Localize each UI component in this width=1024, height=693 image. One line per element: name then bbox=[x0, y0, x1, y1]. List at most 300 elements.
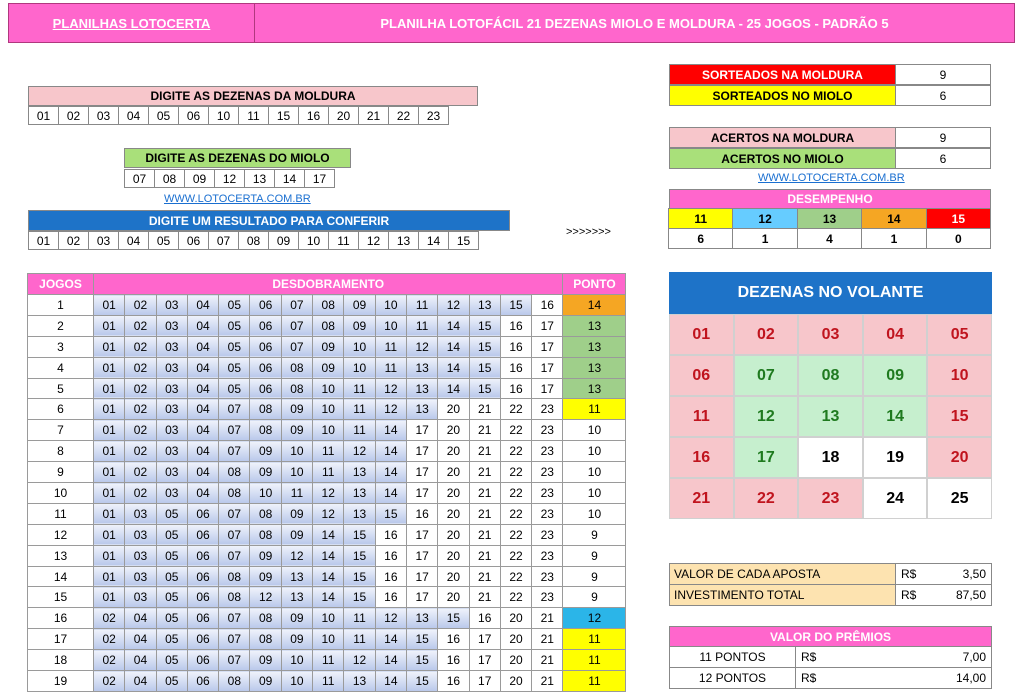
dezena-cell: 03 bbox=[125, 503, 156, 524]
acertos-moldura-label: ACERTOS NA MOLDURA bbox=[669, 127, 896, 148]
desempenho-values bbox=[669, 229, 991, 249]
dezena-cell: 15 bbox=[406, 629, 437, 650]
dezena-cell: 01 bbox=[94, 378, 125, 399]
jogo-number: 13 bbox=[28, 545, 94, 566]
dezena-cell: 16 bbox=[469, 608, 500, 629]
dezena-cell: 08 bbox=[219, 566, 250, 587]
dezena-cell: 04 bbox=[187, 357, 218, 378]
jogo-number: 18 bbox=[28, 650, 94, 671]
volante-cell: 04 bbox=[863, 314, 928, 355]
dezena-cell: 20 bbox=[500, 629, 531, 650]
dezena-cell: 03 bbox=[125, 545, 156, 566]
dezena-cell: 09 bbox=[250, 671, 281, 692]
dezena-cell: 02 bbox=[125, 483, 156, 504]
dezena-cell: 10 bbox=[313, 399, 344, 420]
dezena-cell: 11 bbox=[344, 378, 375, 399]
premio-value[interactable]: 14,00 bbox=[856, 667, 992, 689]
dezena-cell: 11 bbox=[406, 315, 437, 336]
jogo-number: 14 bbox=[28, 566, 94, 587]
volante-cell: 05 bbox=[927, 314, 992, 355]
volante-cell: 12 bbox=[734, 396, 799, 437]
dezena-cell: 09 bbox=[250, 650, 281, 671]
table-row bbox=[28, 608, 626, 629]
moldura-cell[interactable]: 04 bbox=[118, 106, 149, 125]
dezena-cell: 14 bbox=[438, 357, 469, 378]
premios-rows bbox=[669, 647, 992, 689]
dezena-cell: 03 bbox=[156, 462, 187, 483]
resultado-cell[interactable]: 01 bbox=[28, 231, 59, 250]
dezena-cell: 01 bbox=[94, 503, 125, 524]
jogo-number: 8 bbox=[28, 441, 94, 462]
volante-grid bbox=[669, 314, 992, 519]
volante-cell: 24 bbox=[863, 478, 928, 519]
dezena-cell: 08 bbox=[250, 608, 281, 629]
dezena-cell: 16 bbox=[375, 566, 406, 587]
moldura-cell[interactable]: 20 bbox=[328, 106, 359, 125]
moldura-input-row[interactable] bbox=[28, 106, 449, 125]
dezena-cell: 02 bbox=[125, 399, 156, 420]
moldura-cell[interactable]: 03 bbox=[88, 106, 119, 125]
dezena-cell: 01 bbox=[94, 566, 125, 587]
dezena-cell: 10 bbox=[313, 378, 344, 399]
dezena-cell: 16 bbox=[438, 629, 469, 650]
dezena-cell: 23 bbox=[532, 566, 563, 587]
desempenho-value: 1 bbox=[861, 228, 926, 249]
dezena-cell: 07 bbox=[281, 315, 312, 336]
desempenho-labels bbox=[669, 209, 991, 229]
dezena-cell: 08 bbox=[281, 378, 312, 399]
table-row bbox=[28, 545, 626, 566]
jogos-table bbox=[27, 273, 626, 692]
ponto-cell: 13 bbox=[563, 315, 626, 336]
ponto-cell: 10 bbox=[563, 462, 626, 483]
dezena-cell: 06 bbox=[187, 545, 218, 566]
dezena-cell: 15 bbox=[344, 566, 375, 587]
miolo-cell[interactable]: 17 bbox=[304, 169, 335, 188]
desempenho-title: DESEMPENHO bbox=[669, 189, 991, 209]
dezena-cell: 05 bbox=[156, 545, 187, 566]
dezena-cell: 07 bbox=[219, 650, 250, 671]
dezena-cell: 15 bbox=[438, 608, 469, 629]
jogo-number: 4 bbox=[28, 357, 94, 378]
ponto-cell: 9 bbox=[563, 545, 626, 566]
dezena-cell: 02 bbox=[94, 650, 125, 671]
ponto-cell: 11 bbox=[563, 650, 626, 671]
dezena-cell: 06 bbox=[250, 295, 281, 316]
dezena-cell: 14 bbox=[438, 378, 469, 399]
dezena-cell: 20 bbox=[438, 420, 469, 441]
dezena-cell: 21 bbox=[469, 441, 500, 462]
dezena-cell: 15 bbox=[406, 650, 437, 671]
dezena-cell: 08 bbox=[250, 503, 281, 524]
dezena-cell: 16 bbox=[375, 545, 406, 566]
investimento-value: 87,50 bbox=[926, 584, 992, 606]
volante-cell: 13 bbox=[798, 396, 863, 437]
desempenho-value: 0 bbox=[926, 228, 991, 249]
dezena-cell: 10 bbox=[344, 336, 375, 357]
dezena-cell: 16 bbox=[500, 378, 531, 399]
acertos-miolo-value: 6 bbox=[896, 148, 991, 169]
desempenho-label: 13 bbox=[797, 208, 862, 229]
moldura-cell[interactable]: 16 bbox=[298, 106, 329, 125]
moldura-cell[interactable]: 21 bbox=[358, 106, 389, 125]
dezena-cell: 16 bbox=[375, 524, 406, 545]
dezena-cell: 20 bbox=[438, 566, 469, 587]
dezena-cell: 23 bbox=[532, 483, 563, 504]
jogo-number: 10 bbox=[28, 483, 94, 504]
dezena-cell: 14 bbox=[375, 629, 406, 650]
dezena-cell: 09 bbox=[344, 315, 375, 336]
dezena-cell: 06 bbox=[187, 587, 218, 608]
moldura-cell[interactable]: 22 bbox=[388, 106, 419, 125]
col-desdobramento: DESDOBRAMENTO bbox=[94, 274, 563, 295]
dezena-cell: 03 bbox=[156, 441, 187, 462]
moldura-cell[interactable]: 01 bbox=[28, 106, 59, 125]
volante-cell: 01 bbox=[669, 314, 734, 355]
premio-value[interactable]: 7,00 bbox=[856, 646, 992, 668]
dezena-cell: 20 bbox=[500, 650, 531, 671]
dezena-cell: 01 bbox=[94, 524, 125, 545]
dezena-cell: 16 bbox=[375, 587, 406, 608]
dezena-cell: 13 bbox=[406, 378, 437, 399]
dezena-cell: 23 bbox=[532, 524, 563, 545]
table-row bbox=[28, 462, 626, 483]
dezena-cell: 07 bbox=[219, 420, 250, 441]
jogo-number: 1 bbox=[28, 295, 94, 316]
dezena-cell: 01 bbox=[94, 483, 125, 504]
dezena-cell: 05 bbox=[219, 357, 250, 378]
header-link[interactable]: PLANILHAS LOTOCERTA bbox=[9, 4, 255, 42]
dezena-cell: 11 bbox=[313, 650, 344, 671]
col-ponto: PONTO bbox=[563, 274, 626, 295]
dezena-cell: 13 bbox=[281, 587, 312, 608]
ponto-cell: 10 bbox=[563, 441, 626, 462]
dezena-cell: 14 bbox=[375, 483, 406, 504]
dezena-cell: 08 bbox=[219, 587, 250, 608]
miolo-cell[interactable]: 12 bbox=[214, 169, 245, 188]
dezena-cell: 09 bbox=[313, 357, 344, 378]
dezena-cell: 08 bbox=[313, 315, 344, 336]
volante-cell: 02 bbox=[734, 314, 799, 355]
dezena-cell: 09 bbox=[250, 441, 281, 462]
dezena-cell: 02 bbox=[125, 315, 156, 336]
dezena-cell: 08 bbox=[219, 462, 250, 483]
resultado-cell[interactable]: 12 bbox=[358, 231, 389, 250]
dezena-cell: 07 bbox=[219, 524, 250, 545]
moldura-cell[interactable]: 06 bbox=[178, 106, 209, 125]
ponto-cell: 11 bbox=[563, 399, 626, 420]
dezena-cell: 09 bbox=[281, 608, 312, 629]
dezena-cell: 16 bbox=[438, 671, 469, 692]
valor-aposta-currency: R$ bbox=[896, 563, 926, 585]
premio-label: 12 PONTOS bbox=[669, 667, 796, 689]
dezena-cell: 02 bbox=[125, 462, 156, 483]
dezena-cell: 02 bbox=[125, 295, 156, 316]
valor-aposta-row bbox=[669, 564, 992, 585]
miolo-cell[interactable]: 08 bbox=[154, 169, 185, 188]
dezena-cell: 10 bbox=[281, 441, 312, 462]
dezena-cell: 20 bbox=[438, 503, 469, 524]
dezena-cell: 03 bbox=[156, 420, 187, 441]
resultado-cell[interactable]: 08 bbox=[238, 231, 269, 250]
dezena-cell: 14 bbox=[313, 545, 344, 566]
dezena-cell: 10 bbox=[281, 462, 312, 483]
dezena-cell: 23 bbox=[532, 587, 563, 608]
dezena-cell: 17 bbox=[532, 336, 563, 357]
moldura-cell[interactable]: 10 bbox=[208, 106, 239, 125]
dezena-cell: 05 bbox=[156, 650, 187, 671]
dezena-cell: 14 bbox=[375, 671, 406, 692]
resultado-cell[interactable]: 13 bbox=[388, 231, 419, 250]
dezena-cell: 22 bbox=[500, 503, 531, 524]
dezena-cell: 04 bbox=[187, 420, 218, 441]
desempenho-label: 11 bbox=[668, 208, 733, 229]
dezena-cell: 20 bbox=[500, 608, 531, 629]
dezena-cell: 17 bbox=[406, 462, 437, 483]
dezena-cell: 15 bbox=[344, 524, 375, 545]
dezena-cell: 06 bbox=[187, 524, 218, 545]
dezena-cell: 04 bbox=[125, 650, 156, 671]
dezena-cell: 21 bbox=[469, 420, 500, 441]
resultado-input-row[interactable] bbox=[28, 231, 479, 250]
resultado-cell[interactable]: 04 bbox=[118, 231, 149, 250]
dezena-cell: 06 bbox=[250, 336, 281, 357]
dezena-cell: 22 bbox=[500, 441, 531, 462]
dezena-cell: 16 bbox=[438, 650, 469, 671]
dezena-cell: 21 bbox=[469, 587, 500, 608]
jogo-number: 6 bbox=[28, 399, 94, 420]
volante-cell: 25 bbox=[927, 478, 992, 519]
dezena-cell: 13 bbox=[469, 295, 500, 316]
moldura-cell[interactable]: 02 bbox=[58, 106, 89, 125]
ponto-cell: 13 bbox=[563, 357, 626, 378]
lotocerta-link-2[interactable]: WWW.LOTOCERTA.COM.BR bbox=[758, 172, 905, 184]
dezena-cell: 07 bbox=[219, 503, 250, 524]
resultado-cell[interactable]: 15 bbox=[448, 231, 479, 250]
sorteados-miolo-value: 6 bbox=[896, 85, 991, 106]
dezena-cell: 08 bbox=[250, 629, 281, 650]
desempenho-panel bbox=[669, 189, 991, 249]
dezena-cell: 15 bbox=[469, 378, 500, 399]
dezena-cell: 02 bbox=[94, 671, 125, 692]
jogo-number: 15 bbox=[28, 587, 94, 608]
desempenho-label: 15 bbox=[926, 208, 991, 229]
resultado-cell[interactable]: 10 bbox=[298, 231, 329, 250]
dezena-cell: 07 bbox=[281, 336, 312, 357]
volante-cell: 15 bbox=[927, 396, 992, 437]
moldura-cell[interactable]: 15 bbox=[268, 106, 299, 125]
acertos-miolo-row bbox=[669, 148, 991, 169]
table-row bbox=[28, 357, 626, 378]
dezena-cell: 01 bbox=[94, 315, 125, 336]
dezena-cell: 17 bbox=[406, 587, 437, 608]
miolo-input-row[interactable] bbox=[124, 169, 335, 188]
dezena-cell: 01 bbox=[94, 462, 125, 483]
dezena-cell: 15 bbox=[375, 503, 406, 524]
ponto-cell: 10 bbox=[563, 483, 626, 504]
dezena-cell: 17 bbox=[469, 629, 500, 650]
dezena-cell: 02 bbox=[125, 357, 156, 378]
dezena-cell: 10 bbox=[281, 650, 312, 671]
miolo-cell[interactable]: 13 bbox=[244, 169, 275, 188]
ponto-cell: 9 bbox=[563, 524, 626, 545]
volante-cell: 16 bbox=[669, 437, 734, 478]
dezena-cell: 14 bbox=[375, 650, 406, 671]
dezena-cell: 05 bbox=[156, 587, 187, 608]
ponto-cell: 9 bbox=[563, 566, 626, 587]
investimento-currency: R$ bbox=[896, 584, 926, 606]
resultado-cell[interactable]: 11 bbox=[328, 231, 359, 250]
dezena-cell: 10 bbox=[313, 608, 344, 629]
miolo-cell[interactable]: 07 bbox=[124, 169, 155, 188]
dezena-cell: 21 bbox=[532, 608, 563, 629]
dezena-cell: 22 bbox=[500, 545, 531, 566]
volante-cell: 06 bbox=[669, 355, 734, 396]
resultado-cell[interactable]: 02 bbox=[58, 231, 89, 250]
dezena-cell: 06 bbox=[250, 378, 281, 399]
volante-cell: 08 bbox=[798, 355, 863, 396]
dezena-cell: 07 bbox=[219, 608, 250, 629]
valor-aposta-label: VALOR DE CADA APOSTA bbox=[669, 563, 896, 585]
dezena-cell: 08 bbox=[219, 671, 250, 692]
dezena-cell: 17 bbox=[406, 420, 437, 441]
dezena-cell: 05 bbox=[156, 503, 187, 524]
dezena-cell: 11 bbox=[281, 483, 312, 504]
dezena-cell: 12 bbox=[375, 399, 406, 420]
volante-cell: 19 bbox=[863, 437, 928, 478]
dezena-cell: 04 bbox=[187, 378, 218, 399]
jogo-number: 9 bbox=[28, 462, 94, 483]
resultado-cell[interactable]: 05 bbox=[148, 231, 179, 250]
dezena-cell: 08 bbox=[313, 295, 344, 316]
resultado-cell[interactable]: 09 bbox=[268, 231, 299, 250]
dezena-cell: 17 bbox=[469, 650, 500, 671]
table-row bbox=[28, 315, 626, 336]
dezena-cell: 01 bbox=[94, 399, 125, 420]
desempenho-value: 6 bbox=[668, 228, 733, 249]
moldura-cell[interactable]: 05 bbox=[148, 106, 179, 125]
dezena-cell: 12 bbox=[250, 587, 281, 608]
dezena-cell: 17 bbox=[469, 671, 500, 692]
dezena-cell: 21 bbox=[469, 524, 500, 545]
dezena-cell: 11 bbox=[344, 629, 375, 650]
moldura-cell[interactable]: 11 bbox=[238, 106, 269, 125]
dezena-cell: 12 bbox=[375, 378, 406, 399]
dezena-cell: 06 bbox=[250, 357, 281, 378]
dezena-cell: 03 bbox=[156, 357, 187, 378]
miolo-cell[interactable]: 09 bbox=[184, 169, 215, 188]
dezena-cell: 15 bbox=[500, 295, 531, 316]
volante-cell: 17 bbox=[734, 437, 799, 478]
desempenho-value: 1 bbox=[732, 228, 797, 249]
dezena-cell: 17 bbox=[406, 566, 437, 587]
dezena-cell: 03 bbox=[125, 587, 156, 608]
dezena-cell: 09 bbox=[250, 545, 281, 566]
resultado-cell[interactable]: 14 bbox=[418, 231, 449, 250]
volante-cell: 09 bbox=[863, 355, 928, 396]
volante-cell: 23 bbox=[798, 478, 863, 519]
dezena-cell: 22 bbox=[500, 399, 531, 420]
dezena-cell: 15 bbox=[344, 545, 375, 566]
dezena-cell: 16 bbox=[532, 295, 563, 316]
dezena-cell: 21 bbox=[532, 650, 563, 671]
dezena-cell: 12 bbox=[375, 608, 406, 629]
dezena-cell: 13 bbox=[406, 399, 437, 420]
dezena-cell: 10 bbox=[375, 315, 406, 336]
dezena-cell: 13 bbox=[344, 483, 375, 504]
dezena-cell: 23 bbox=[532, 420, 563, 441]
ponto-cell: 11 bbox=[563, 671, 626, 692]
dezena-cell: 06 bbox=[187, 671, 218, 692]
desempenho-value: 4 bbox=[797, 228, 862, 249]
dezena-cell: 01 bbox=[94, 336, 125, 357]
dezena-cell: 02 bbox=[125, 420, 156, 441]
jogo-number: 17 bbox=[28, 629, 94, 650]
dezena-cell: 23 bbox=[532, 462, 563, 483]
dezena-cell: 03 bbox=[156, 483, 187, 504]
dezena-cell: 04 bbox=[125, 629, 156, 650]
sorteados-moldura-label: SORTEADOS NA MOLDURA bbox=[669, 64, 896, 85]
jogo-number: 3 bbox=[28, 336, 94, 357]
volante-cell: 10 bbox=[927, 355, 992, 396]
header-bar bbox=[8, 3, 1015, 43]
dezena-cell: 04 bbox=[187, 441, 218, 462]
dezena-cell: 03 bbox=[156, 295, 187, 316]
dezena-cell: 06 bbox=[187, 650, 218, 671]
dezena-cell: 20 bbox=[438, 545, 469, 566]
resultado-cell[interactable]: 03 bbox=[88, 231, 119, 250]
volante-cell: 18 bbox=[798, 437, 863, 478]
lotocerta-link[interactable]: WWW.LOTOCERTA.COM.BR bbox=[164, 193, 311, 205]
dezena-cell: 14 bbox=[313, 524, 344, 545]
miolo-cell[interactable]: 14 bbox=[274, 169, 305, 188]
table-row bbox=[28, 295, 626, 316]
dezena-cell: 20 bbox=[438, 524, 469, 545]
dezena-cell: 13 bbox=[281, 566, 312, 587]
volante-cell: 03 bbox=[798, 314, 863, 355]
dezena-cell: 17 bbox=[406, 545, 437, 566]
investimento-row bbox=[669, 585, 992, 606]
dezena-cell: 14 bbox=[438, 336, 469, 357]
dezena-cell: 07 bbox=[219, 399, 250, 420]
dezena-cell: 09 bbox=[281, 399, 312, 420]
dezena-cell: 06 bbox=[250, 315, 281, 336]
header-title: PLANILHA LOTOFÁCIL 21 DEZENAS MIOLO E MOLDURA - 25 JOGOS - PADRÃO 5 bbox=[380, 15, 889, 31]
dezena-cell: 13 bbox=[344, 462, 375, 483]
dezena-cell: 01 bbox=[94, 295, 125, 316]
moldura-cell[interactable]: 23 bbox=[418, 106, 449, 125]
dezena-cell: 11 bbox=[375, 336, 406, 357]
premio-row bbox=[669, 668, 992, 689]
dezena-cell: 11 bbox=[313, 462, 344, 483]
dezena-cell: 03 bbox=[156, 336, 187, 357]
premio-label: 11 PONTOS bbox=[669, 646, 796, 668]
jogo-number: 7 bbox=[28, 420, 94, 441]
resultado-cell[interactable]: 07 bbox=[208, 231, 239, 250]
jogo-number: 5 bbox=[28, 378, 94, 399]
dezena-cell: 11 bbox=[344, 399, 375, 420]
valor-aposta-value[interactable]: 3,50 bbox=[926, 563, 992, 585]
dezena-cell: 04 bbox=[125, 671, 156, 692]
resultado-cell[interactable]: 06 bbox=[178, 231, 209, 250]
dezena-cell: 15 bbox=[406, 671, 437, 692]
dezena-cell: 16 bbox=[500, 315, 531, 336]
dezena-cell: 15 bbox=[469, 336, 500, 357]
dezena-cell: 22 bbox=[500, 420, 531, 441]
ponto-cell: 9 bbox=[563, 587, 626, 608]
dezena-cell: 02 bbox=[125, 378, 156, 399]
dezena-cell: 20 bbox=[500, 671, 531, 692]
